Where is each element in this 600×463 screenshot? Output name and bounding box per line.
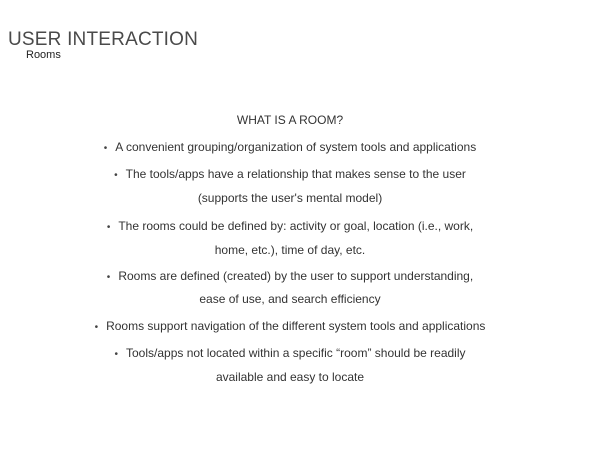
list-item [0, 318, 580, 336]
list-item [0, 166, 580, 184]
section-heading: WHAT IS A ROOM? [236, 113, 344, 127]
bullet-icon: • [114, 170, 118, 181]
list-item-text: The tools/apps have a relationship that makes sense to the user [125, 167, 466, 181]
slide-title: USER INTERACTION [8, 29, 199, 50]
list-item-text: The rooms could be defined by: activity or goal, location (i.e., work, [118, 219, 474, 233]
list-item-text: A convenient grouping/organization of system tools and applications [115, 140, 477, 154]
list-item-continuation [0, 369, 580, 385]
bullet-icon: • [106, 272, 111, 283]
bullet-icon: • [106, 222, 111, 233]
slide-subtitle: Rooms [26, 49, 61, 61]
list-item-text: home, etc.), time of day, etc. [214, 243, 366, 257]
list-item-continuation [0, 291, 580, 307]
list-item-text: available and easy to locate [215, 370, 365, 384]
list-item-text: Rooms are defined (created) by the user to support understanding, [118, 269, 474, 283]
list-item-text: ease of use, and search efficiency [199, 292, 381, 306]
list-item-continuation [0, 242, 580, 258]
list-item [0, 218, 580, 236]
list-item [0, 139, 580, 157]
list-item [0, 345, 580, 363]
list-item [0, 268, 580, 286]
list-item-continuation [0, 190, 580, 206]
list-item-text: Rooms support navigation of the different system tools and applications [106, 319, 486, 333]
bullet-icon: • [114, 349, 118, 360]
bullet-icon: • [94, 322, 99, 333]
list-item-text: (supports the user's mental model) [197, 191, 383, 205]
list-item-text: Tools/apps not located within a specific “room” should be readily [126, 346, 466, 360]
bullet-icon: • [103, 143, 108, 154]
